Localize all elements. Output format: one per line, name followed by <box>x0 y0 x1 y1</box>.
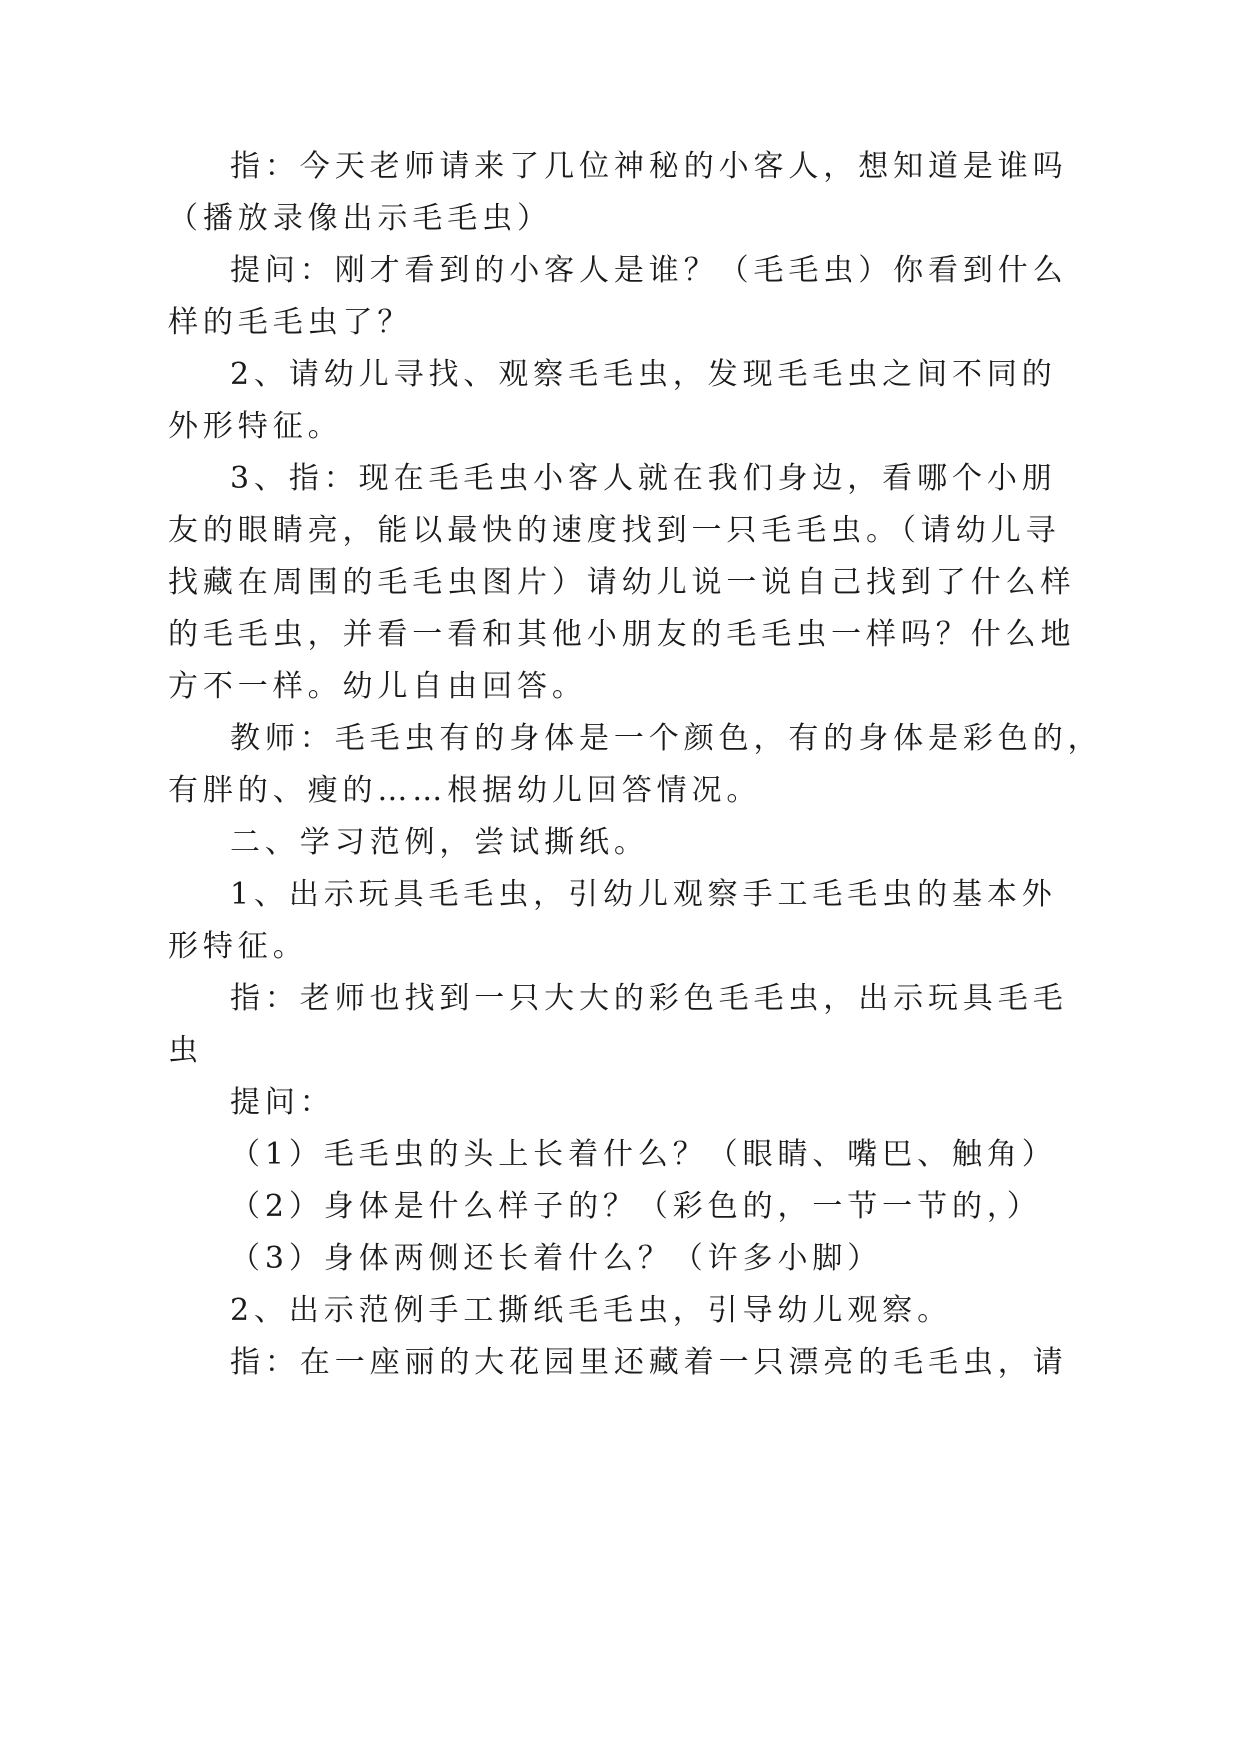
text-line: 教师：毛毛虫有的身体是一个颜色，有的身体是彩色的， <box>230 721 1103 756</box>
text-line: （播放录像出示毛毛虫） <box>168 201 552 236</box>
text-line: 形特征。 <box>168 929 308 964</box>
text-line: 的毛毛虫，并看一看和其他小朋友的毛毛虫一样吗？什么地 <box>168 617 1076 652</box>
text-line: 指：今天老师请来了几位神秘的小客人，想知道是谁吗 <box>230 149 1068 184</box>
text-line: 指：在一座丽的大花园里还藏着一只漂亮的毛毛虫，请 <box>230 1345 1068 1380</box>
text-line: 虫 <box>168 1033 203 1068</box>
text-line: 提问： <box>230 1085 335 1120</box>
text-line: 2、出示范例手工撕纸毛毛虫，引导幼儿观察。 <box>230 1293 952 1328</box>
text-line: 找藏在周围的毛毛虫图片）请幼儿说一说自己找到了什么样 <box>168 565 1076 600</box>
text-line: 2、请幼儿寻找、观察毛毛虫，发现毛毛虫之间不同的 <box>230 357 1057 392</box>
question-item: （3）身体两侧还长着什么？（许多小脚） <box>230 1241 883 1276</box>
text-line: 1、出示玩具毛毛虫，引幼儿观察手工毛毛虫的基本外 <box>230 877 1057 912</box>
text-line: 样的毛毛虫了？ <box>168 305 413 340</box>
text-line: 指：老师也找到一只大大的彩色毛毛虫，出示玩具毛毛 <box>230 981 1068 1016</box>
text-line: 有胖的、瘦的……根据幼儿回答情况。 <box>168 773 762 808</box>
text-line: 外形特征。 <box>168 409 343 444</box>
text-line: 提问：刚才看到的小客人是谁？（毛毛虫）你看到什么 <box>230 253 1068 288</box>
text-line: 友的眼睛亮，能以最快的速度找到一只毛毛虫。（请幼儿寻 <box>168 513 1061 548</box>
section-heading: 二、学习范例，尝试撕纸。 <box>230 825 649 860</box>
text-line: 方不一样。幼儿自由回答。 <box>168 669 587 704</box>
text-line: 3、指：现在毛毛虫小客人就在我们身边，看哪个小朋 <box>230 461 1057 496</box>
question-item: （1）毛毛虫的头上长着什么？（眼睛、嘴巴、触角） <box>230 1137 1057 1172</box>
question-item: （2）身体是什么样子的？（彩色的，一节一节的，） <box>230 1189 1042 1224</box>
